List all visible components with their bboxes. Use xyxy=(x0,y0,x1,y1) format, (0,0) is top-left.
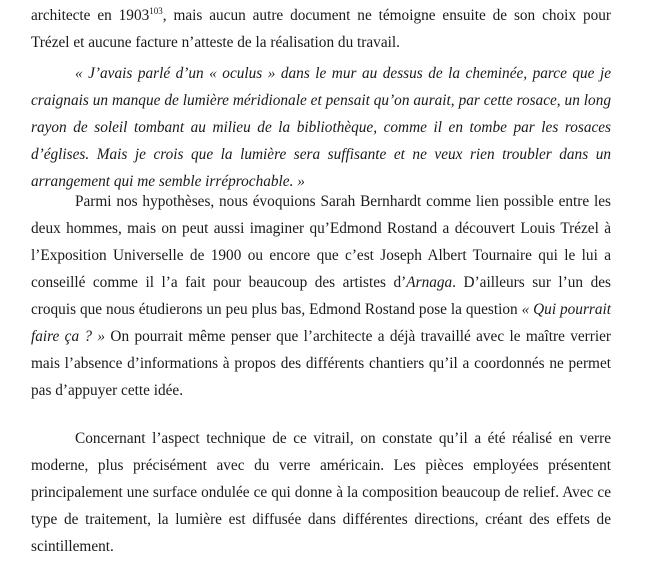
quotation-text: « J’avais parlé d’un « oculus » dans le mur au dessus de la cheminée, parce que je craignais un manque de lumière méridionale et pensait qu’on aurait, par cette rosace, un long rayon de soleil tombant au milieu de la bibliothèque, comme il en tombe par les rosaces d’églises. Mais je crois que la lumière sera suffisante et ne veux rien troubler dans un arrangement qui me semble irréprochable. » xyxy=(31,65,611,190)
italic-quotation: « Qui pourrait faire ça ? » xyxy=(31,301,611,345)
quotation-paragraph xyxy=(31,60,611,195)
paragraph-text: Concernant l’aspect technique de ce vitrail, on constate qu’il a été réalisé en verre moderne, plus précisément avec du verre américain. Les pièces employées présentent principalement une surface ondulée ce qui donne à la composition beaucoup de relief. Avec ce type de traitement, la lumière est diffusée dans différentes directions, créant des effets de scintillement. xyxy=(31,430,611,555)
footnote-reference[interactable]: 103 xyxy=(149,6,163,16)
paragraph-hypotheses xyxy=(31,188,611,404)
paragraph-text: , mais aucun autre document ne témoigne ensuite de son choix pour Trézel et aucune facture n’atteste de la réalisation du travail. xyxy=(31,7,611,51)
paragraph-text: On pourrait même penser que l’architecte a déjà travaillé avec le maître verrier mais l’absence d’informations à propos des différents chantiers qu’il a coordonnés ne permet pas d’appuyer cette idée. xyxy=(31,328,611,399)
paragraph-text: . D’ailleurs sur l’un des croquis que nous étudierons un peu plus bas, Edmond Rostand pose la question xyxy=(31,274,611,318)
paragraph-text: Parmi nos hypothèses, nous évoquions Sarah Bernhardt comme lien possible entre les deux hommes, mais on peut aussi imaginer qu’Edmond Rostand a découvert Louis Trézel à l’Exposition Universelle de 1900 ou encore que c’est Joseph Albert Tournaire qui le lui a conseillé comme il l’a fait pour beaucoup des artistes d’ xyxy=(31,193,611,291)
italic-title-arnaga: Arnaga xyxy=(406,274,453,291)
paragraph-continuation xyxy=(31,2,611,56)
paragraph-technical-aspect xyxy=(31,425,611,560)
paragraph-text: architecte en 1903 xyxy=(31,7,150,24)
